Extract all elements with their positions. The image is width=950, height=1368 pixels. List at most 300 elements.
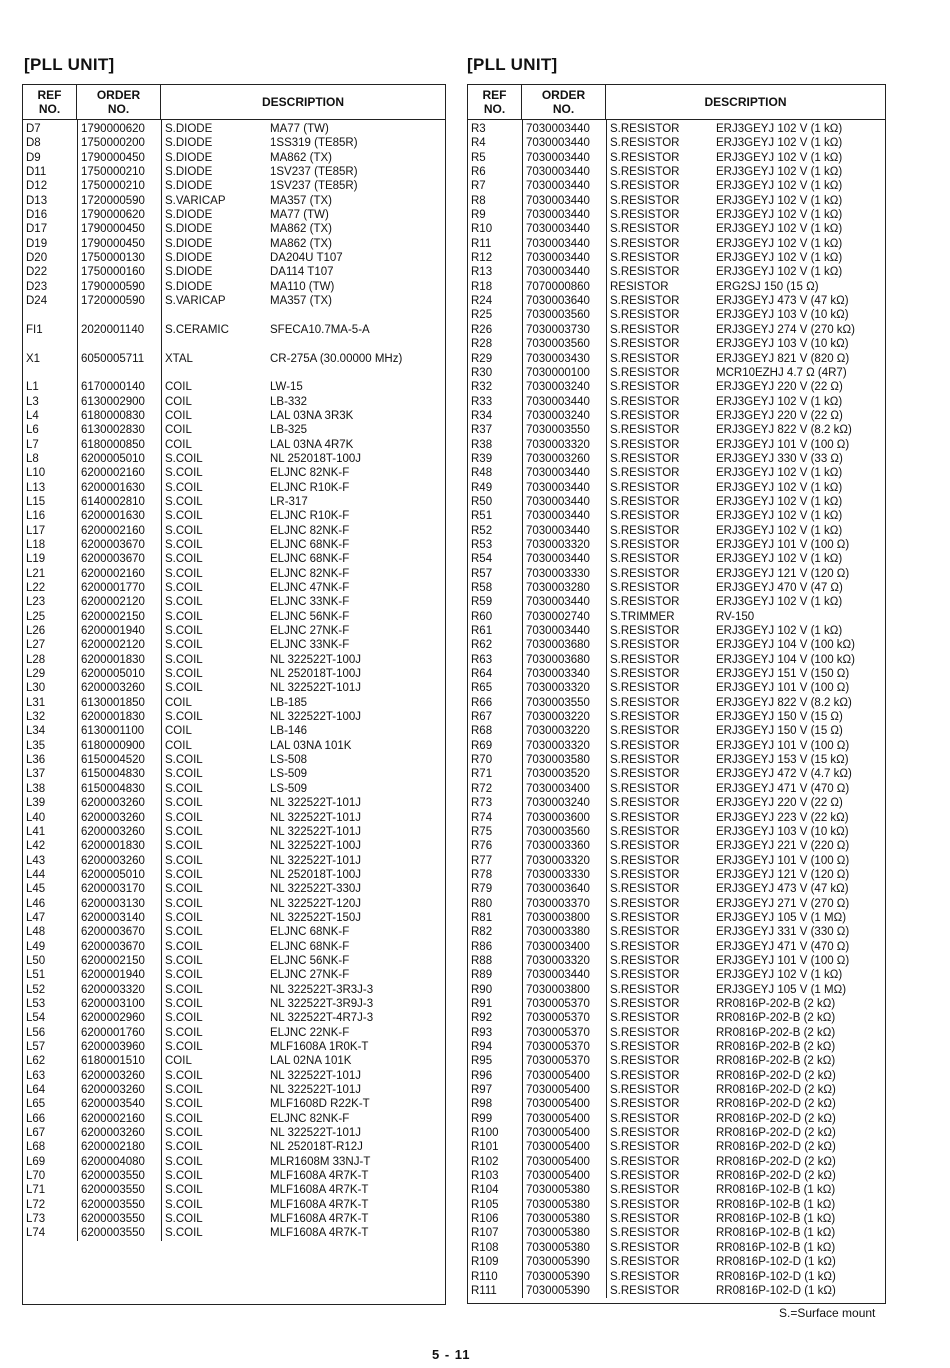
table-row [23, 782, 445, 796]
ref-no-cell: R102 [471, 1155, 499, 1168]
table-row [468, 610, 885, 624]
part-desc-cell: ERJ3GEYJ 102 V (1 kΩ) [716, 481, 843, 494]
order-no-cell: 1790000450 [81, 237, 145, 250]
order-no-cell: 6200003260 [81, 811, 145, 824]
table-row [468, 638, 885, 652]
order-no-cell: 6200003170 [81, 883, 145, 896]
table-row [23, 495, 445, 509]
order-no-cell: 6180000830 [81, 409, 145, 422]
table-row [23, 854, 445, 868]
table-row [23, 1126, 445, 1140]
ref-no-cell: L41 [26, 825, 46, 838]
order-no-cell: 6200002160 [81, 567, 145, 580]
part-desc-cell: MLR1608M 33NJ-T [270, 1155, 371, 1168]
ref-no-cell: L37 [26, 768, 46, 781]
part-desc-cell: LAL 03NA 4R7K [270, 438, 354, 451]
part-type-cell: S.RESISTOR [610, 1112, 680, 1125]
part-type-cell: S.RESISTOR [610, 711, 680, 724]
part-desc-cell: NL 322522T-101J [270, 825, 362, 838]
table-row [468, 208, 885, 222]
table-row [23, 581, 445, 595]
order-no-cell: 7030003430 [526, 352, 590, 365]
part-desc-cell: NL 322522T-101J [270, 797, 362, 810]
part-type-cell: S.RESISTOR [610, 1155, 680, 1168]
part-type-cell: S.RESISTOR [610, 352, 680, 365]
part-desc-cell: SFECA10.7MA-5-A [270, 323, 370, 336]
part-desc-cell: ERJ3GEYJ 102 V (1 kΩ) [716, 596, 843, 609]
part-desc-cell: MLF1608A 4R7K-T [270, 1184, 369, 1197]
order-no-cell: 7030003240 [526, 797, 590, 810]
order-no-cell: 1750000160 [81, 266, 145, 279]
part-desc-cell: ERJ3GEYJ 102 V (1 kΩ) [716, 166, 843, 179]
part-type-cell: S.RESISTOR [610, 639, 680, 652]
part-desc-cell: NL 322522T-100J [270, 840, 362, 853]
table-row [23, 136, 445, 150]
right-table-body [468, 120, 885, 1298]
order-no-cell: 6200005010 [81, 868, 145, 881]
part-desc-cell: RR0816P-102-B (1 kΩ) [716, 1227, 836, 1240]
ref-no-cell: R92 [471, 1012, 493, 1025]
ref-no-cell: L54 [26, 1012, 46, 1025]
order-no-cell: 6200003550 [81, 1170, 145, 1183]
part-type-cell: S.RESISTOR [610, 768, 680, 781]
ref-no-cell: R104 [471, 1184, 499, 1197]
part-desc-cell: RR0816P-102-B (1 kΩ) [716, 1184, 836, 1197]
ref-no-cell: R9 [471, 209, 486, 222]
order-no-cell: 6200003540 [81, 1098, 145, 1111]
part-type-cell: S.RESISTOR [610, 452, 680, 465]
part-type-cell: S.DIODE [165, 180, 213, 193]
part-type-cell: S.COIL [165, 1084, 203, 1097]
part-desc-cell: MLF1608A 4R7K-T [270, 1227, 369, 1240]
ref-no-cell: L47 [26, 911, 46, 924]
order-no-cell: 6200003260 [81, 1069, 145, 1082]
part-desc-cell: ERJ3GEYJ 104 V (100 kΩ) [716, 653, 855, 666]
order-no-cell: 7030005380 [526, 1241, 590, 1254]
order-no-cell: 7030003680 [526, 639, 590, 652]
order-no-cell: 6200003550 [81, 1227, 145, 1240]
order-no-cell: 1790000620 [81, 209, 145, 222]
part-type-cell: S.VARICAP [165, 194, 226, 207]
part-type-cell: S.RESISTOR [610, 323, 680, 336]
part-desc-cell: RR0816P-202-D (2 kΩ) [716, 1155, 836, 1168]
part-desc-cell: LB-332 [270, 395, 308, 408]
part-type-cell: S.COIL [165, 452, 203, 465]
ref-no-cell: FI1 [26, 323, 43, 336]
ref-no-cell: R100 [471, 1127, 499, 1140]
part-type-cell: S.RESISTOR [610, 983, 680, 996]
table-row [23, 954, 445, 968]
table-row [468, 409, 885, 423]
part-desc-cell [270, 308, 445, 322]
ref-no-cell: R103 [471, 1170, 499, 1183]
part-desc-cell: NL 322522T-101J [270, 1127, 362, 1140]
order-no-cell: 7030005390 [526, 1284, 590, 1297]
part-type-cell: S.RESISTOR [610, 1284, 680, 1297]
ref-no-cell: R24 [471, 295, 493, 308]
part-type-cell: COIL [165, 409, 192, 422]
part-type-cell: S.RESISTOR [610, 1041, 680, 1053]
ref-no-cell: R30 [471, 366, 493, 379]
part-type-cell: S.RESISTOR [610, 137, 680, 150]
table-row [23, 280, 445, 294]
ref-no-cell: L49 [26, 940, 46, 953]
table-row [23, 481, 445, 495]
order-no-cell: 7030005400 [526, 1098, 590, 1111]
order-no-cell: 7030003260 [526, 452, 590, 465]
ref-no-cell: R99 [471, 1112, 493, 1125]
ref-no-cell: R90 [471, 983, 493, 996]
ref-no-cell: L46 [26, 897, 46, 910]
part-desc-cell: MLF1608A 4R7K-T [270, 1170, 369, 1183]
part-type-cell [161, 366, 270, 380]
ref-no-cell: L29 [26, 668, 46, 681]
part-desc-cell: ERJ3GEYJ 331 V (330 Ω) [716, 926, 850, 939]
ref-no-cell: L17 [26, 524, 46, 537]
part-type-cell: S.CERAMIC [165, 323, 229, 336]
ref-no-cell: L10 [26, 467, 46, 480]
ref-no-cell: R110 [471, 1270, 498, 1283]
order-no-cell: 7030003800 [526, 911, 590, 924]
table-row [468, 1083, 885, 1097]
part-type-cell: S.COIL [165, 840, 203, 853]
order-no-cell: 6200001940 [81, 969, 145, 982]
ref-no-cell: R5 [471, 151, 486, 164]
ref-no-cell: R91 [471, 997, 493, 1010]
part-desc-cell: RR0816P-202-B (2 kΩ) [716, 1026, 836, 1039]
table-row [468, 395, 885, 409]
part-type-cell: S.COIL [165, 510, 203, 523]
part-type-cell: S.RESISTOR [610, 739, 680, 752]
ref-no-cell: R94 [471, 1041, 493, 1053]
part-desc-cell: ERJ3GEYJ 153 V (15 kΩ) [716, 754, 849, 767]
order-no-cell: 6200003140 [81, 911, 145, 924]
part-desc-cell: RR0816P-202-D (2 kΩ) [716, 1127, 836, 1140]
table-row [23, 509, 445, 523]
part-type-cell: S.DIODE [165, 252, 213, 265]
order-no-cell: 7030003440 [526, 223, 590, 236]
order-no-cell: 7030003440 [526, 266, 590, 279]
part-desc-cell: ERJ3GEYJ 220 V (22 Ω) [716, 381, 843, 394]
table-row [468, 811, 885, 825]
ref-no-cell: R4 [471, 137, 486, 150]
part-type-cell: S.RESISTOR [610, 897, 680, 910]
part-desc-cell: ELJNC 82NK-F [270, 467, 350, 480]
order-no-cell: 7030003440 [526, 180, 590, 193]
ref-no-cell: D8 [26, 137, 41, 150]
part-desc-cell: MA77 (TW) [270, 209, 329, 222]
ref-no-cell: L66 [26, 1112, 46, 1125]
table-row [468, 280, 885, 294]
order-no-cell: 6180000850 [81, 438, 145, 451]
order-no-cell: 7030003440 [526, 137, 590, 150]
table-row [23, 524, 445, 538]
ref-no-cell: D23 [26, 280, 48, 293]
part-type-cell: S.COIL [165, 596, 203, 609]
order-no-cell: 6200002150 [81, 610, 145, 623]
part-desc-cell: ERJ3GEYJ 102 V (1 kΩ) [716, 625, 843, 638]
part-type-cell: COIL [165, 438, 192, 451]
part-desc-cell: ERJ3GEYJ 103 V (10 kΩ) [716, 338, 849, 351]
part-desc-cell [270, 366, 445, 380]
table-row [23, 380, 445, 394]
order-no-cell: 7030005380 [526, 1198, 590, 1211]
ref-no-cell: L52 [26, 983, 46, 996]
part-type-cell [161, 308, 270, 322]
order-no-cell: 1790000620 [81, 123, 145, 135]
part-desc-cell: ERJ3GEYJ 151 V (150 Ω) [716, 668, 850, 681]
part-type-cell: S.RESISTOR [610, 180, 680, 193]
ref-no-cell: R67 [471, 711, 493, 724]
part-type-cell: S.RESISTOR [610, 409, 680, 422]
order-no-cell: 6200001630 [81, 481, 145, 494]
part-type-cell: S.RESISTOR [610, 811, 680, 824]
order-no-cell: 7030005380 [526, 1184, 590, 1197]
table-row [468, 1169, 885, 1183]
order-no-cell: 7030003600 [526, 811, 590, 824]
order-no-cell: 6200003260 [81, 825, 145, 838]
table-row [23, 595, 445, 609]
ref-no-cell: R39 [471, 452, 493, 465]
part-desc-cell: ERJ3GEYJ 473 V (47 kΩ) [716, 295, 849, 308]
part-type-cell: S.DIODE [165, 123, 213, 135]
part-desc-cell: ELJNC 82NK-F [270, 567, 350, 580]
ref-no-cell: R71 [471, 768, 493, 781]
ref-no-cell: D13 [26, 194, 48, 207]
table-row [468, 1040, 885, 1054]
ref-no-cell: L32 [26, 711, 46, 724]
table-row [23, 165, 445, 179]
ref-no-cell: L70 [26, 1170, 46, 1183]
part-type-cell: S.COIL [165, 668, 203, 681]
order-no-cell: 6200003130 [81, 897, 145, 910]
order-no-cell: 6200003670 [81, 553, 145, 566]
table-row [23, 983, 445, 997]
table-row [23, 911, 445, 925]
part-type-cell: S.RESISTOR [610, 295, 680, 308]
part-type-cell: S.RESISTOR [610, 1241, 680, 1254]
table-row [468, 1069, 885, 1083]
order-no-cell: 6200002180 [81, 1141, 145, 1154]
ref-no-cell: D22 [26, 266, 48, 279]
part-desc-cell: ELJNC R10K-F [270, 481, 350, 494]
part-desc-cell: ERJ3GEYJ 101 V (100 Ω) [716, 682, 850, 695]
ref-no-cell: R105 [471, 1198, 499, 1211]
ref-no-cell: R82 [471, 926, 493, 939]
ref-no-cell: D24 [26, 295, 48, 308]
part-type-cell: S.DIODE [165, 151, 213, 164]
order-no-cell: 6200005010 [81, 452, 145, 465]
part-type-cell: S.RESISTOR [610, 524, 680, 537]
part-type-cell: S.COIL [165, 524, 203, 537]
order-no-cell: 7030003580 [526, 754, 590, 767]
ref-no-cell: L22 [26, 582, 46, 594]
ref-no-cell: R51 [471, 510, 493, 523]
order-no-cell: 6130002830 [81, 424, 145, 437]
part-desc-cell: ELJNC 82NK-F [270, 1112, 350, 1125]
part-type-cell: S.RESISTOR [610, 696, 680, 709]
order-no-cell: 6130001100 [81, 725, 145, 738]
table-row [23, 1112, 445, 1126]
part-type-cell: S.RESISTOR [610, 1256, 680, 1269]
ref-no-cell: D17 [26, 223, 48, 236]
right-parts-table [467, 84, 886, 1304]
ref-no-cell: R76 [471, 840, 493, 853]
part-desc-cell: ELJNC 56NK-F [270, 954, 350, 967]
order-no-cell: 7030005400 [526, 1141, 590, 1154]
ref-no-cell: L25 [26, 610, 46, 623]
part-desc-cell: NL 322522T-101J [270, 1084, 362, 1097]
order-no-cell: 6150004830 [81, 768, 145, 781]
order-no-cell: 1750000200 [81, 137, 145, 150]
part-desc-cell: ERJ3GEYJ 104 V (100 kΩ) [716, 639, 855, 652]
order-no-cell: 6200001630 [81, 510, 145, 523]
part-type-cell: S.RESISTOR [610, 911, 680, 924]
order-no-cell: 7030003220 [526, 711, 590, 724]
table-row [468, 653, 885, 667]
part-desc-cell: ERJ3GEYJ 274 V (270 kΩ) [716, 323, 855, 336]
part-desc-cell: RR0816P-202-B (2 kΩ) [716, 997, 836, 1010]
ref-no-cell: L26 [26, 625, 46, 638]
table-row [468, 739, 885, 753]
ref-no-cell: R86 [471, 940, 493, 953]
table-row [468, 1155, 885, 1169]
part-desc-cell: ELJNC 68NK-F [270, 553, 350, 566]
ref-no-cell: R111 [471, 1284, 497, 1297]
order-no-cell: 1790000590 [81, 280, 145, 293]
part-desc-cell: MA357 (TX) [270, 295, 332, 308]
order-no-cell: 6200001830 [81, 840, 145, 853]
part-desc-cell: ERJ3GEYJ 102 V (1 kΩ) [716, 395, 843, 408]
table-row [23, 538, 445, 552]
order-no-cell: 6200003260 [81, 1127, 145, 1140]
ref-no-cell: L73 [26, 1213, 46, 1226]
order-no-cell: 7030003320 [526, 739, 590, 752]
part-type-cell: S.RESISTOR [610, 825, 680, 838]
order-no-cell: 6050005711 [81, 352, 145, 365]
table-row [23, 796, 445, 810]
order-no-cell: 7070000860 [526, 280, 590, 293]
part-desc-cell: NL 322522T-330J [270, 883, 362, 896]
order-no-cell: 6150004520 [81, 754, 145, 767]
part-desc-cell: MA862 (TX) [270, 151, 332, 164]
part-type-cell: S.RESISTOR [610, 668, 680, 681]
part-type-cell: S.COIL [165, 1112, 203, 1125]
part-desc-cell: ELJNC 33NK-F [270, 596, 350, 609]
table-row [468, 509, 885, 523]
part-type-cell: S.COIL [165, 782, 203, 795]
order-no-cell: 6180001510 [81, 1055, 145, 1068]
part-type-cell: S.RESISTOR [610, 1227, 680, 1240]
order-no-cell: 6200003550 [81, 1184, 145, 1197]
ref-no-cell: R96 [471, 1069, 493, 1082]
part-type-cell: COIL [165, 424, 192, 437]
order-no-cell: 7030003520 [526, 768, 590, 781]
order-no-cell: 7030003680 [526, 653, 590, 666]
part-type-cell: S.RESISTOR [610, 252, 680, 265]
table-row [23, 653, 445, 667]
table-row [468, 681, 885, 695]
ref-no-cell: R28 [471, 338, 493, 351]
table-row [468, 940, 885, 954]
table-row [23, 1011, 445, 1025]
table-row [468, 1026, 885, 1040]
order-no-cell: 7030005380 [526, 1213, 590, 1226]
table-row [23, 868, 445, 882]
table-row [23, 1026, 445, 1040]
part-type-cell: S.RESISTOR [610, 1198, 680, 1211]
table-row [23, 194, 445, 208]
ref-no-cell: R70 [471, 754, 493, 767]
ref-no-cell: R98 [471, 1098, 493, 1111]
part-desc-cell: LB-325 [270, 424, 308, 437]
part-type-cell: S.RESISTOR [610, 940, 680, 953]
order-no-cell: 7030003440 [526, 194, 590, 207]
ref-no-cell: L68 [26, 1141, 46, 1154]
ref-no-cell: D19 [26, 237, 48, 250]
ref-no-cell: R12 [471, 252, 493, 265]
table-row [468, 1284, 885, 1298]
table-row [23, 323, 445, 337]
ref-no-cell: L21 [26, 567, 46, 580]
ref-no-cell: L8 [26, 452, 39, 465]
part-type-cell: S.COIL [165, 1127, 203, 1140]
part-desc-cell: ERJ3GEYJ 102 V (1 kΩ) [716, 123, 843, 135]
part-type-cell: S.RESISTOR [610, 1270, 680, 1283]
table-row [468, 151, 885, 165]
ref-no-cell: R3 [471, 123, 486, 135]
order-no-cell: 7030005400 [526, 1112, 590, 1125]
ref-no-cell: L64 [26, 1084, 46, 1097]
ref-no-cell: D11 [26, 166, 47, 179]
ref-no-cell: R107 [471, 1227, 499, 1240]
table-row [468, 538, 885, 552]
part-desc-cell: ERJ3GEYJ 101 V (100 Ω) [716, 739, 850, 752]
order-no-cell: 7030003800 [526, 983, 590, 996]
ref-no-cell: R32 [471, 381, 493, 394]
part-desc-cell: RR0816P-102-D (1 kΩ) [716, 1284, 836, 1297]
order-no-cell: 6200002120 [81, 596, 145, 609]
part-type-cell: S.RESISTOR [610, 1012, 680, 1025]
ref-no-cell: L27 [26, 639, 46, 652]
order-no-cell: 2020001140 [81, 323, 145, 336]
table-row [468, 552, 885, 566]
table-row [468, 925, 885, 939]
order-no-cell: 7030005390 [526, 1270, 590, 1283]
order-no-cell: 7030003440 [526, 625, 590, 638]
ref-no-cell: R66 [471, 696, 493, 709]
part-type-cell: S.RESISTOR [610, 969, 680, 982]
part-desc-cell: LS-509 [270, 768, 308, 781]
part-type-cell: COIL [165, 1055, 192, 1068]
ref-no-cell: L67 [26, 1127, 46, 1140]
table-row [468, 825, 885, 839]
part-type-cell: RESISTOR [610, 280, 669, 293]
table-row [23, 122, 445, 136]
part-desc-cell: ERJ3GEYJ 102 V (1 kΩ) [716, 151, 843, 164]
part-desc-cell: MA862 (TX) [270, 223, 332, 236]
part-desc-cell: LW-15 [270, 381, 303, 394]
order-no-cell: 7030003550 [526, 696, 590, 709]
ref-no-cell: L15 [26, 495, 46, 508]
order-no-cell: 7030002740 [526, 610, 590, 623]
part-desc-cell: LB-185 [270, 696, 308, 709]
part-type-cell: S.COIL [165, 495, 203, 508]
table-row [23, 1155, 445, 1169]
order-no-cell: 1720000590 [81, 295, 145, 308]
table-row [468, 567, 885, 581]
table-row [23, 1198, 445, 1212]
